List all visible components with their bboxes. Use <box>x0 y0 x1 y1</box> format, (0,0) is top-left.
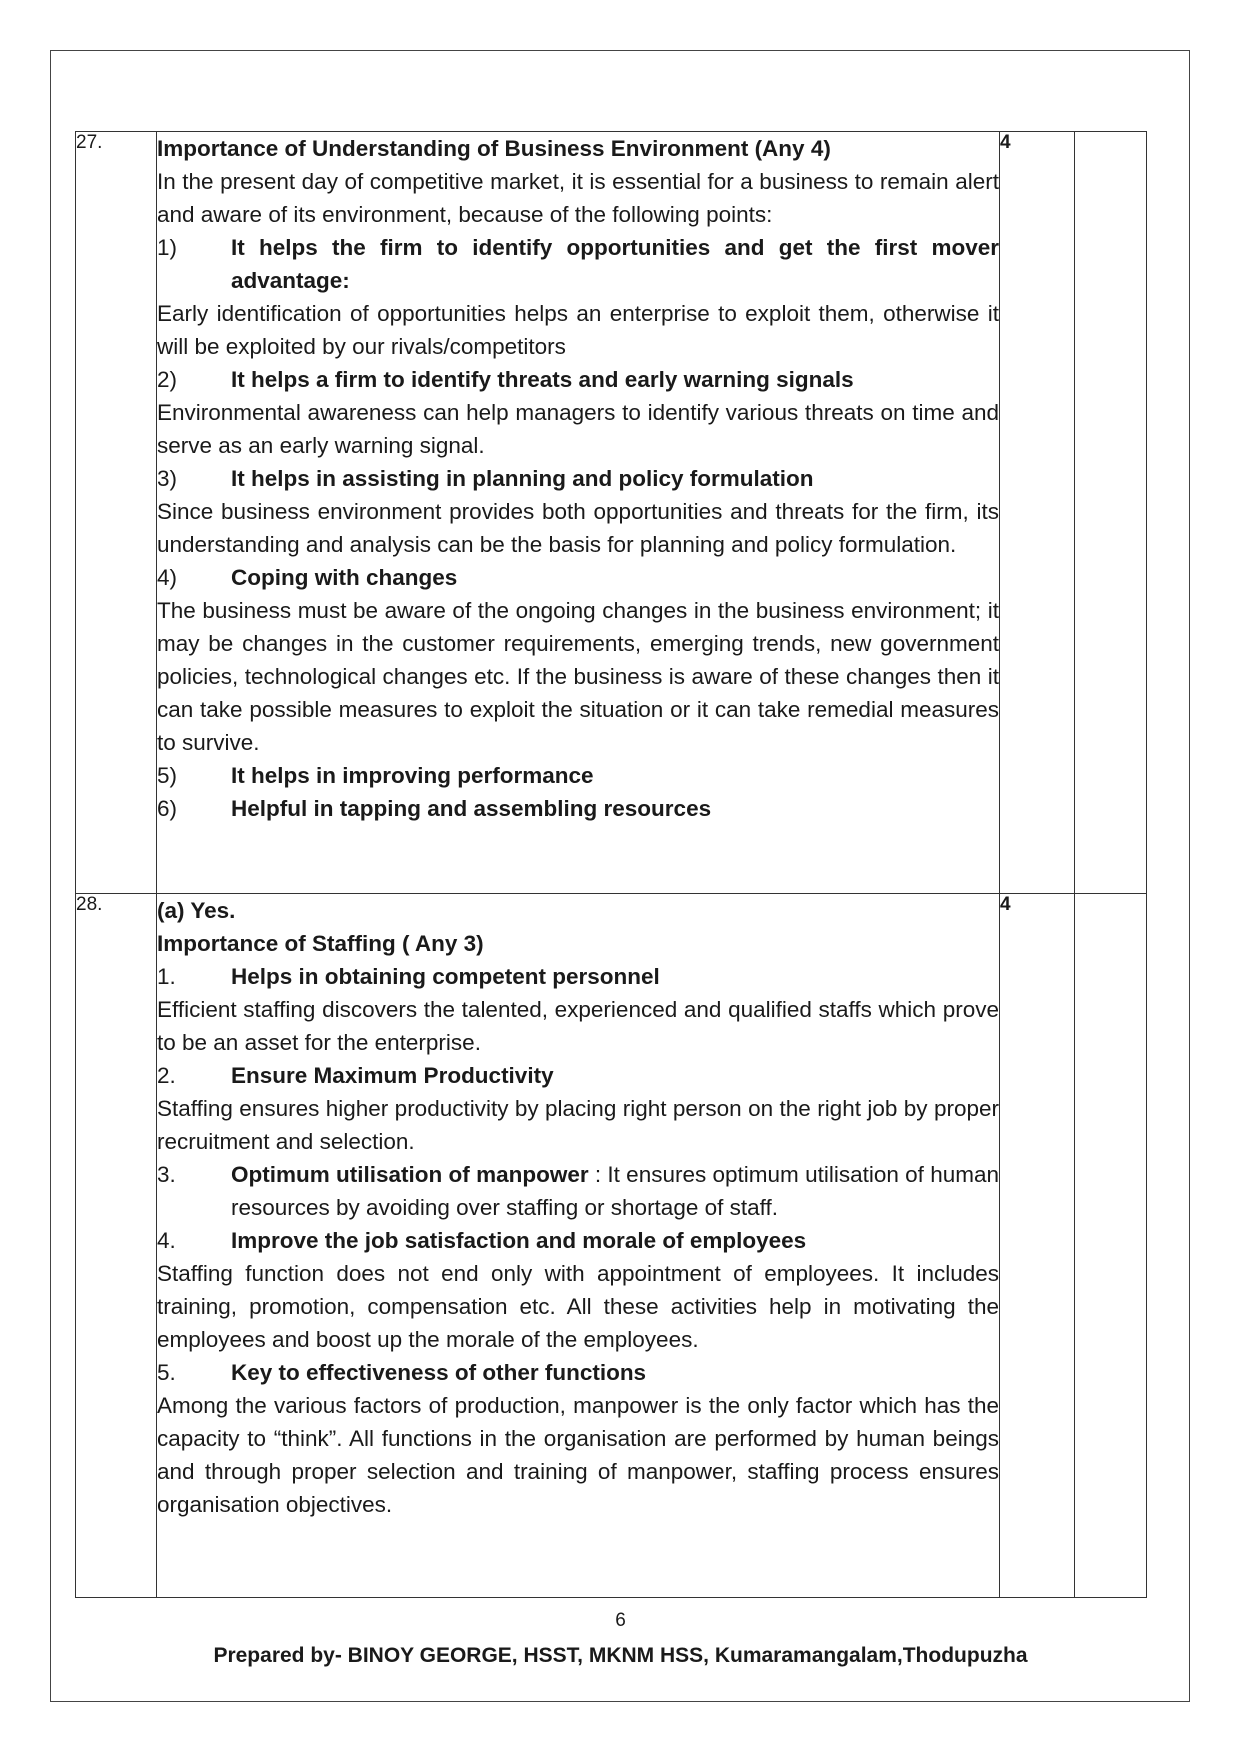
point-title: Coping with changes <box>231 565 458 590</box>
point-item <box>157 792 999 825</box>
point-item <box>157 363 999 396</box>
point-number: 4. <box>157 1228 176 1253</box>
point-number: 3) <box>157 466 178 491</box>
point-item <box>157 960 999 993</box>
point-title: It helps in assisting in planning and policy formulation <box>231 466 814 491</box>
point-title: Key to effectiveness of other functions <box>231 1360 647 1385</box>
point-inline-description: : It ensures optimum utilisation of human resources by avoiding over staffing or shortage of staff. <box>231 1162 999 1220</box>
point-item <box>157 1158 999 1224</box>
point-description: Efficient staffing discovers the talented, experienced and qualified staffs which prove to be an asset for the enterprise. <box>157 997 999 1055</box>
point-description: Environmental awareness can help managers to identify various threats on time and serve as an early warning signal. <box>157 400 999 458</box>
answer-table <box>75 131 1147 1598</box>
answer-intro: In the present day of competitive market, it is essential for a business to remain alert and aware of its environment, because of the following points: <box>157 169 999 227</box>
page-number: 6 <box>615 1610 626 1631</box>
point-number: 1. <box>157 964 176 989</box>
point-title: It helps in improving performance <box>231 763 594 788</box>
point-description: The business must be aware of the ongoing changes in the business environment; it may be changes in the customer requirements, emerging trends, new government policies, technological changes etc. If the business is aware of these changes then it can take possible measures to exploit the situation or it can take remedial measures to survive. <box>157 598 999 755</box>
point-item <box>157 1224 999 1257</box>
point-title: It helps a firm to identify threats and early warning signals <box>231 367 854 392</box>
point-title: Helpful in tapping and assembling resources <box>231 796 712 821</box>
blank-cell <box>1075 132 1147 894</box>
answer-body <box>157 894 1000 1598</box>
answer-body <box>157 132 1000 894</box>
question-number: 28. <box>76 894 157 1598</box>
question-row-27 <box>76 132 1147 894</box>
point-item <box>157 462 999 495</box>
point-number: 3. <box>157 1162 176 1187</box>
question-row-28 <box>76 894 1147 1598</box>
point-description: Since business environment provides both opportunities and threats for the firm, its understanding and analysis can be the basis for planning and policy formulation. <box>157 499 999 557</box>
footer-credit: Prepared by- BINOY GEORGE, HSST, MKNM HSS, Kumaramangalam,Thodupuzha <box>213 1644 1028 1667</box>
point-description: Early identification of opportunities helps an enterprise to exploit them, otherwise it will be exploited by our rivals/competitors <box>157 301 999 359</box>
point-number: 6) <box>157 796 178 821</box>
point-title: Helps in obtaining competent personnel <box>231 964 660 989</box>
marks-cell: 4 <box>1000 132 1075 894</box>
point-item <box>157 1059 999 1092</box>
question-number: 27. <box>76 132 157 894</box>
point-number: 2) <box>157 367 178 392</box>
point-title: Ensure Maximum Productivity <box>231 1063 554 1088</box>
point-title: Improve the job satisfaction and morale of employees <box>231 1228 807 1253</box>
point-text <box>231 1158 999 1224</box>
answer-heading: Importance of Understanding of Business Environment (Any 4) <box>157 136 831 161</box>
point-title: Optimum utilisation of manpower <box>231 1162 589 1187</box>
answer-heading: Importance of Staffing ( Any 3) <box>157 931 484 956</box>
answer-choice: (a) Yes. <box>157 898 236 923</box>
point-number: 4) <box>157 565 178 590</box>
point-number: 1) <box>157 235 178 260</box>
point-description: Among the various factors of production, manpower is the only factor which has the capacity to “think”. All functions in the organisation are performed by human beings and through proper selection and training of manpower, staffing process ensures organisation objectives. <box>157 1393 999 1517</box>
point-item <box>157 231 999 297</box>
point-item <box>157 759 999 792</box>
point-description: Staffing ensures higher productivity by placing right person on the right job by proper recruitment and selection. <box>157 1096 999 1154</box>
point-number: 5) <box>157 763 178 788</box>
marks-cell: 4 <box>1000 894 1075 1598</box>
point-number: 2. <box>157 1063 176 1088</box>
point-item <box>157 1356 999 1389</box>
blank-cell <box>1075 894 1147 1598</box>
point-title: It helps the firm to identify opportunities and get the first mover advantage: <box>231 235 999 293</box>
point-item <box>157 561 999 594</box>
point-number: 5. <box>157 1360 176 1385</box>
point-description: Staffing function does not end only with appointment of employees. It includes training, promotion, compensation etc. All these activities help in motivating the employees and boost up the morale of the employees. <box>157 1261 999 1352</box>
